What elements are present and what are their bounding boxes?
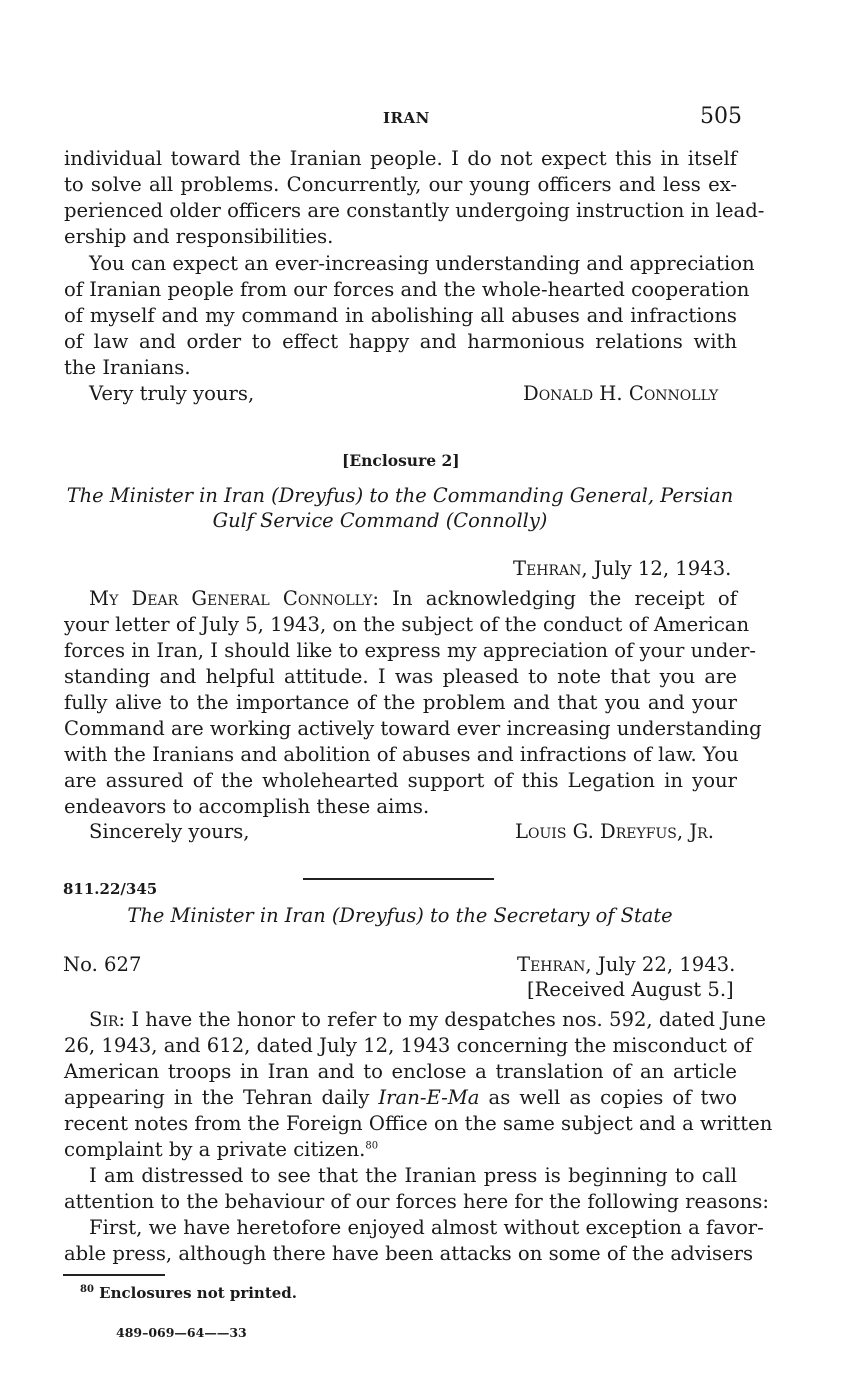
text-line xyxy=(64,1086,737,1112)
text-line: fully alive to the importance of the problem and that you and your xyxy=(64,691,737,714)
newspaper-title: Iran-E-Ma xyxy=(378,1086,480,1109)
letter-salutation: My Dear General Connolly: xyxy=(89,587,379,610)
despatch-number: No. 627 xyxy=(63,953,142,976)
text-line xyxy=(64,1138,737,1164)
section-divider xyxy=(303,878,494,880)
text-span: In acknowledging the receipt of xyxy=(378,587,737,610)
text-line: ership and responsibilities. xyxy=(64,225,334,248)
document-caption: The Minister in Iran (Dreyfus) to the Secretary of State xyxy=(127,904,673,927)
text-line: of Iranian people from our forces and the whole-hearted cooperation xyxy=(64,278,750,301)
footnote-marker: 80 xyxy=(80,1284,94,1295)
text-line: You can expect an ever-increasing understanding and appreciation xyxy=(89,252,755,275)
text-line: forces in Iran, I should like to express my appreciation of your under- xyxy=(64,639,756,662)
text-line: First, we have heretofore enjoyed almost without exception a favor- xyxy=(89,1216,764,1239)
text-line: able press, although there have been attacks on some of the advisers xyxy=(64,1242,754,1265)
dateline-place: Tehran, xyxy=(517,953,592,976)
text-line: I am distressed to see that the Iranian press is beginning to call xyxy=(89,1164,737,1187)
signature-dreyfus: Louis G. Dreyfus, Jr. xyxy=(515,820,714,843)
text-line: American troops in Iran and to enclose a translation of an article xyxy=(64,1060,737,1083)
text-line xyxy=(64,1008,767,1034)
text-line: standing and helpful attitude. I was pleased to note that you are xyxy=(64,665,737,688)
closing-salutation: Very truly yours, xyxy=(89,382,255,405)
text-line: of law and order to effect happy and harmonious relations with xyxy=(64,330,737,353)
text-line: individual toward the Iranian people. I do not expect this in itself xyxy=(64,147,737,170)
text-line: the Iranians. xyxy=(64,356,191,379)
text-line: are assured of the wholehearted support of this Legation in your xyxy=(64,769,737,792)
text-line: 26, 1943, and 612, dated July 12, 1943 concerning the misconduct of xyxy=(64,1034,753,1057)
text-line: with the Iranians and abolition of abuses and infractions of law. You xyxy=(64,743,739,766)
text-span: as well as copies of two xyxy=(479,1086,737,1109)
signature-connolly: Donald H. Connolly xyxy=(523,382,719,405)
file-number: 811.22/345 xyxy=(63,880,158,898)
enclosure-caption-line2: Gulf Service Command (Connolly) xyxy=(212,509,548,532)
enclosure-dateline xyxy=(513,557,731,580)
footnote-reference: 80 xyxy=(365,1140,379,1152)
text-line: your letter of July 5, 1943, on the subject of the conduct of American xyxy=(64,613,750,636)
running-head-title: IRAN xyxy=(383,109,430,127)
received-date: [Received August 5.] xyxy=(527,978,734,1001)
text-line: Command are working actively toward ever increasing understanding xyxy=(64,717,762,740)
text-line: endeavors to accomplish these aims. xyxy=(64,795,430,818)
dateline-date: July 12, 1943. xyxy=(587,557,732,580)
footnote xyxy=(80,1284,297,1302)
dateline-date: July 22, 1943. xyxy=(591,953,736,976)
letter-salutation: Sir: xyxy=(89,1008,126,1031)
enclosure-caption-line1: The Minister in Iran (Dreyfus) to the Commanding General, Persian xyxy=(66,484,734,507)
text-line: to solve all problems. Concurrently, our young officers and less ex- xyxy=(64,173,737,196)
text-line: recent notes from the Foreign Office on the same subject and a written xyxy=(64,1112,773,1135)
footnote-rule xyxy=(63,1274,165,1276)
print-code: 489–069—64——33 xyxy=(116,1325,247,1340)
text-line xyxy=(64,587,737,613)
page-number: 505 xyxy=(700,104,742,129)
text-span: appearing in the Tehran daily xyxy=(64,1086,379,1109)
closing-salutation-2: Sincerely yours, xyxy=(89,820,250,843)
dateline-place: Tehran, xyxy=(513,557,588,580)
text-span: I have the honor to refer to my despatches nos. 592, dated June xyxy=(125,1008,767,1031)
footnote-text: Enclosures not printed. xyxy=(93,1284,298,1302)
text-line: perienced older officers are constantly undergoing instruction in lead- xyxy=(64,199,765,222)
text-line: of myself and my command in abolishing all abuses and infractions xyxy=(64,304,737,327)
text-line: attention to the behaviour of our forces here for the following reasons: xyxy=(64,1190,769,1213)
text-span: complaint by a private citizen. xyxy=(64,1138,366,1161)
document-dateline xyxy=(517,953,735,976)
enclosure-label: [Enclosure 2] xyxy=(342,451,460,470)
